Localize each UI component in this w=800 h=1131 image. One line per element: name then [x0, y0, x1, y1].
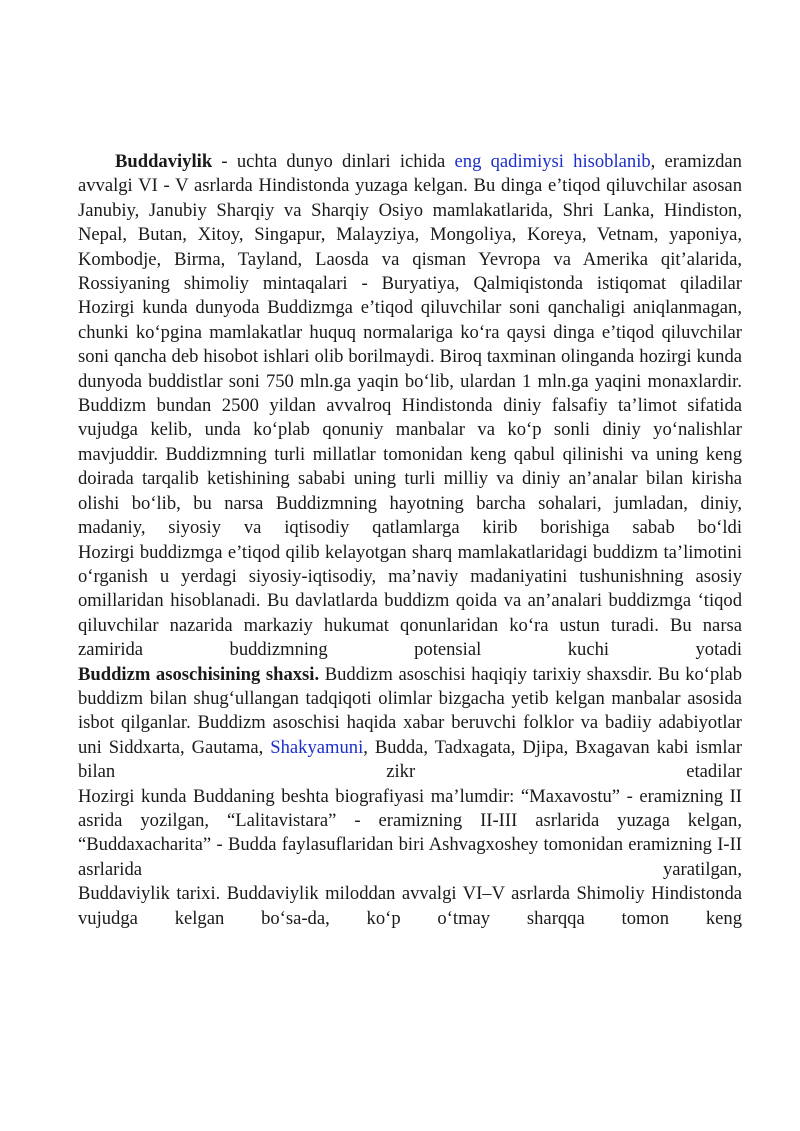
intro-text-continued: , eramizdan avvalgi VI - V asrlarda Hindistonda yuzaga kelgan. Bu dinga e’tiqod qiluvchilar asosan Janubiy, Janubiy Sharqiy va Sharqiy Osiyo mamlakatlarida, Shri Lanka, Hindiston, Nepal, Butan, Xitoy, Singapur, Malayziya, Mongoliya, Koreya, Vetnam, yaponiya, Kombodje, Birma, Tayland, Laosda va qisman Yevropa va Amerika qit’alarida, Rossiyaning shimoliy mintaqalari - Buryatiya, Qalmiqistonda istiqomat qiladilar [78, 151, 742, 295]
paragraph-biographies: Hozirgi kunda Buddaning beshta biografiyasi ma’lumdir: “Maxavostu” - eramizning II asrida yozilgan, “Lalitavistara” - eramizning II-III asrlarida yuzaga kelgan, “Buddaxacharita” - Budda faylasuflaridan biri Ashvagxoshey tomonidan eramizning I-II asrlarida yaratilgan, [78, 785, 742, 880]
paragraph-buddhism-intro [78, 150, 742, 296]
paragraph-history: Buddaviylik tarixi. Buddaviylik miloddan avvalgi VI–V asrlarda Shimoliy Hindistonda vujudga kelgan bo‘sa-da, ko‘p o‘tmay sharqqa tomon keng [78, 883, 742, 929]
intro-text: - uchta dunyo dinlari ichida [212, 151, 455, 172]
link-shakyamuni[interactable]: Shakyamuni [270, 736, 364, 758]
document-body [78, 150, 742, 931]
paragraph-origins: Buddizm bundan 2500 yildan avvalroq Hindistonda diniy falsafiy ta’limot sifatida vujudga kelib, unda ko‘plab qonuniy manbalar va ko‘p sonli diniy yo‘nalishlar mavjuddir. Buddizmning turli millatlar tomonidan keng qabul qilinishi va uning keng doirada tarqalib ketishining sababi uning turli milliy va diniy an’analar bilan kirisha olishi bo‘lib, bu narsa Buddizmning hayotning barcha sohalari, jumladan, diniy, madaniy, siyosiy va iqtisodiy qatlamlarga kirib borishiga sabab bo‘ldi [78, 395, 742, 539]
founder-text-continued: , Budda, Tadxagata, Djipa, Bxagavan kabi ismlar bilan zikr etadilar [78, 736, 743, 783]
term-buddaviylik: Buddaviylik [115, 151, 213, 172]
link-eng-qadimiysi[interactable]: eng qadimiysi hisoblanib [454, 151, 651, 172]
paragraph-modern-study: Hozirgi buddizmga e’tiqod qilib kelayotgan sharq mamlakatlaridagi buddizm ta’limotini o‘rganish u yerdagi siyosiy-iqtisodiy, ma’naviy madaniyatini tushunishning asosiy omillaridan hisoblanadi. Bu davlatlarda buddizm qoida va an’analari buddizmga ‘tiqod qiluvchilar nazarida markaziy hukumat qonunlaridan ko‘ra ustun turadi. Bu narsa zamirida buddizmning potensial kuchi yotadi [78, 541, 742, 661]
heading-founder: Buddizm asoschisining shaxsi. [78, 663, 320, 685]
founder-text: Buddizm asoschisi haqiqiy tarixiy shaxsdir. Bu ko‘plab buddizm bilan shug‘ullangan tadqiqoti olimlar bizgacha yetib kelgan manbalar asosida isbot qilganlar. Buddizm asoschisi haqida xabar beruvchi folklor va badiiy adabiyotlar uni Siddxarta, Gautama, [78, 663, 742, 758]
paragraph-followers-count: Hozirgi kunda dunyoda Buddizmga e’tiqod qiluvchilar soni qanchaligi aniqlanmagan, chunki ko‘pgina mamlakatlar huquq normalariga ko‘ra qaysi dinga e’tiqod qiluvchilar soni qancha deb hisobot ishlari olib borilmaydi. Biroq taxminan olinganda hozirgi kunda dunyoda buddistlar soni 750 mln.ga yaqin bo‘lib, ulardan 1 mln.ga yaqini monaxlardir. [78, 297, 742, 392]
paragraph-founder [78, 663, 742, 785]
